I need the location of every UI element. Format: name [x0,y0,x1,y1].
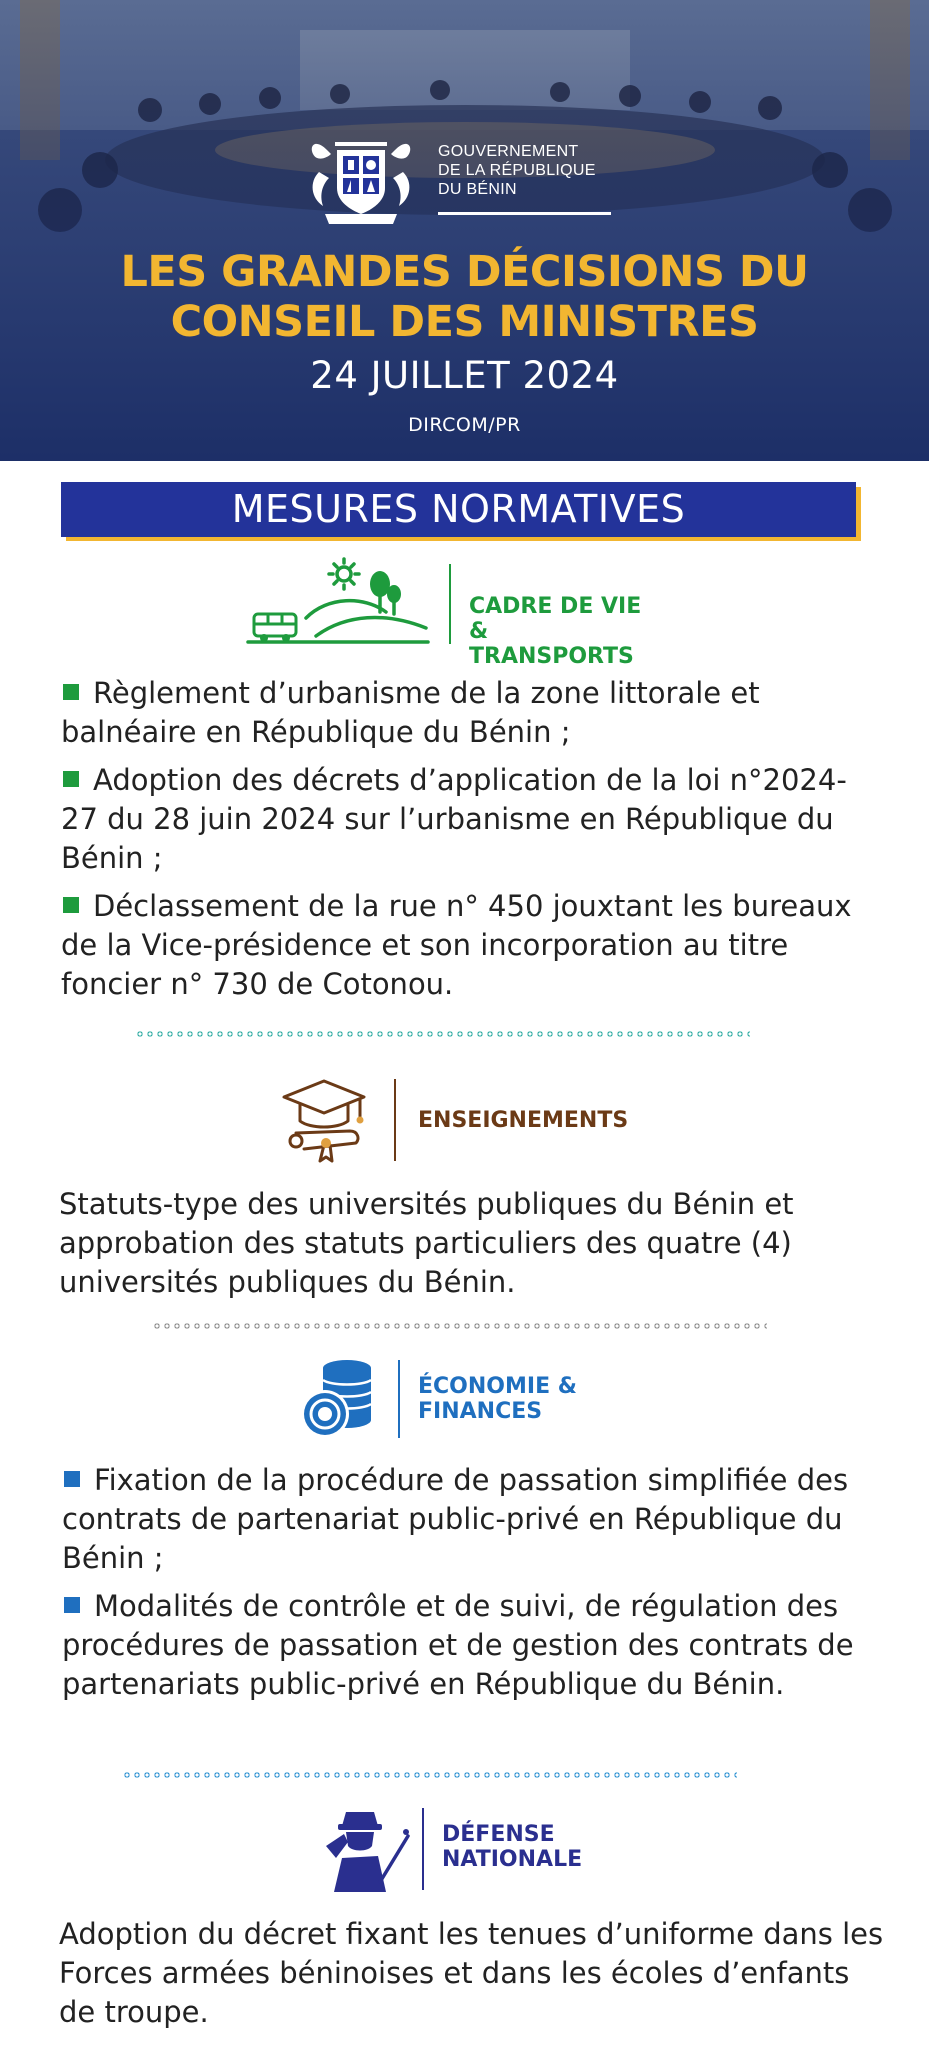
list-item [62,1461,884,1578]
bullet-square-icon [63,897,79,913]
category-defense-nationale [322,1806,662,1892]
header-banner [0,0,929,461]
category-label-line: TRANSPORTS [469,644,634,669]
title-line-1: LES GRANDES DÉCISIONS DU [120,247,809,297]
list-item [61,674,881,752]
list-item-text: Déclassement de la rue n° 450 jouxtant les bureaux de la Vice-présidence et son incorporation au titre foncier n° 730 de Cotonou. [61,889,852,1001]
bullet-square-icon [63,684,79,700]
logo-underline [438,212,611,215]
bullet-square-icon [63,771,79,787]
list-item-text: Fixation de la procédure de passation simplifiée des contrats de partenariat public-privé en République du Bénin ; [62,1463,849,1575]
cadre-de-vie-list [61,674,881,1004]
defense-text [59,1915,889,2032]
category-label-economie [418,1374,577,1424]
source-credit: DIRCOM/PR [408,414,521,436]
soldier-saluting-icon [322,1806,412,1892]
category-label-line: NATIONALE [442,1847,583,1872]
gov-line-2: DE LA RÉPUBLIQUE [438,162,596,179]
gov-line-1: GOUVERNEMENT [438,143,579,160]
category-label-enseignements [418,1108,628,1133]
economie-finances-list [62,1461,884,1704]
category-label-cadre-de-vie [469,594,666,669]
title-line-2: CONSEIL DES MINISTRES [170,297,759,347]
list-item [61,887,881,1004]
gov-line-3: DU BÉNIN [438,181,517,198]
category-economie-finances [295,1356,675,1440]
category-cadre-de-vie [246,556,666,669]
government-logo [305,128,635,228]
category-label-line: ENSEIGNEMENTS [418,1108,629,1133]
dotted-separator [135,1031,750,1037]
landscape-bus-icon [246,556,430,648]
category-divider [449,564,451,644]
paragraph-text: Statuts-type des universités publiques du Bénin et approbation des statuts particuliers des quatre (4) universités publiques du Bénin. [59,1187,794,1299]
list-item-text: Adoption des décrets d’application de la loi n°2024-27 du 28 juin 2024 sur l’urbanisme en République du Bénin ; [61,763,847,875]
category-label-line: ÉCONOMIE & [418,1374,577,1399]
category-label-defense [442,1822,582,1872]
category-divider [422,1808,424,1890]
dotted-separator [122,1772,737,1778]
bullet-square-icon [64,1597,80,1613]
bullet-square-icon [64,1471,80,1487]
category-divider [398,1360,400,1438]
coins-stack-icon [295,1356,379,1440]
coat-of-arms-icon [305,128,417,228]
list-item-text: Modalités de contrôle et de suivi, de régulation des procédures de passation et de gestion des contrats de partenariats public-privé en République du Bénin. [62,1589,854,1701]
category-label-line: DÉFENSE [442,1822,555,1847]
section-banner: MESURES NORMATIVES [61,482,856,537]
paragraph-text: Adoption du décret fixant les tenues d’uniforme dans les Forces armées béninoises et dans les écoles d’enfants de troupe. [59,1917,884,2029]
category-label-line: FINANCES [418,1399,543,1424]
graduation-cap-diploma-icon [280,1075,372,1165]
enseignements-text [59,1185,889,1302]
council-date: 24 JUILLET 2024 [310,354,619,397]
category-enseignements [280,1075,680,1165]
page-title [0,247,929,347]
dotted-separator [152,1323,767,1329]
category-divider [394,1079,396,1161]
list-item-text: Règlement d’urbanisme de la zone littorale et balnéaire en République du Bénin ; [61,676,760,749]
government-name [438,142,596,199]
list-item [62,1587,884,1704]
category-label-line: CADRE DE VIE & [469,594,642,644]
list-item [61,761,881,878]
